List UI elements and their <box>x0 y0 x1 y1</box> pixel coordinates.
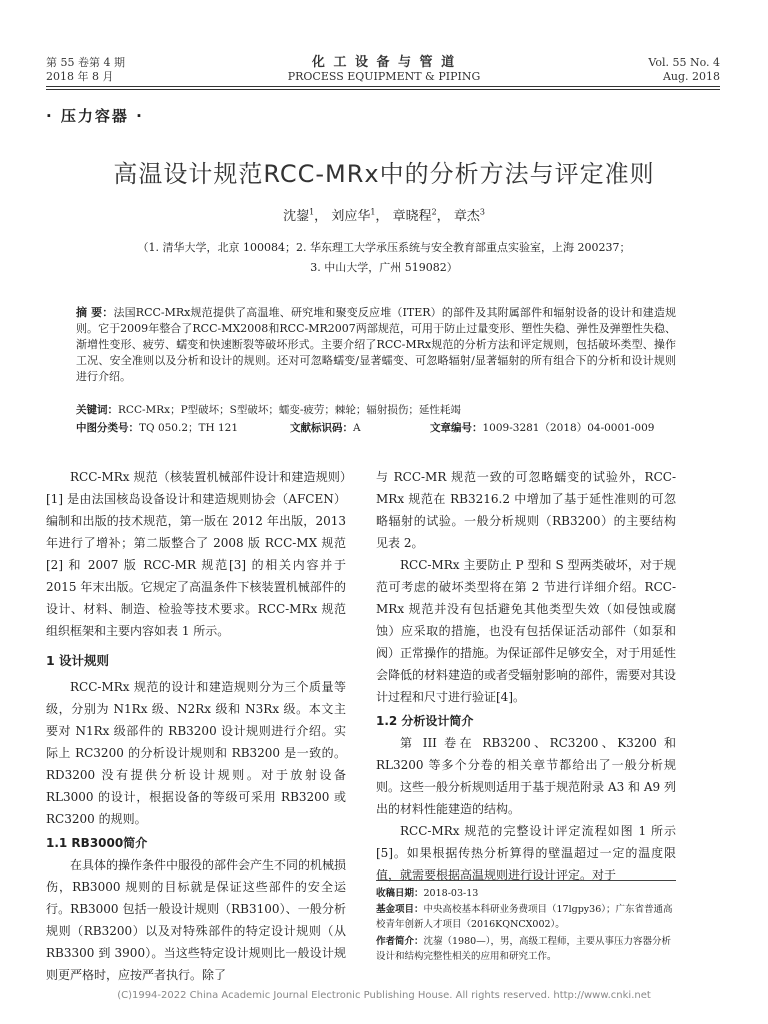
keywords-label: 关键词： <box>76 404 118 416</box>
header-date: 2018 年 8 月 <box>46 70 114 83</box>
header-vol-en: Vol. 55 No. 4 <box>648 56 720 69</box>
paragraph: 在具体的操作条件中服役的部件会产生不同的机械损伤，RB3000 规则的目标就是保证这些部件的安全运行。RB3000 包括一般设计规则（RB3100）、一般分析规则（RB3200）以及对特殊部件的特定设计规则（从 RB3300 到 3900）。当这些特定设计规则比一般设计规则更严格时，应按严者执行。除了 <box>46 858 347 982</box>
footnote-fund: 基金项目：中央高校基本科研业务费项目（17lgpy36）；广东省普通高校青年创新人才项目（2016KQNCX002）。 <box>376 904 673 930</box>
paragraph: RCC-MRx 规范的完整设计评定流程如图 1 所示[5]。如果根据传热分析算得的壁温超过一定的温度限值，就需要根据高温规则进行设计评定。对于 <box>376 824 676 882</box>
body-right-column <box>376 466 676 886</box>
footnote-rule <box>376 880 676 881</box>
copyright-footer: (C)1994-2022 China Academic Journal Electronic Publishing House. All rights reserved. http://www.cnki.net <box>117 990 651 1001</box>
clc-number: 中图分类号：TQ 050.2；TH 121 <box>76 422 239 434</box>
section-heading-1-2: 1.2 分析设计简介 <box>376 714 474 728</box>
paragraph: RCC-MRx 规范的设计和建造规则分为三个质量等级，分别为 N1Rx 级、N2Rx 级和 N3Rx 级。本文主要对 N1Rx 级部件的 RB3200 设计规则进行介绍。实际上 RC3200 的分析设计规则和 RB3200 是一致的。RD3200 没有提供分析设计规则。对于放射设备 RL3000 的设计，根据设备的等级可采用 RB3200 或 RC3200 的规则。 <box>46 680 346 826</box>
author: 沈鋆$^1$ <box>283 207 315 224</box>
abstract <box>76 305 676 385</box>
paragraph: 第 III 卷在 RB3200、RC3200、K3200 和 RL3200 等多个分卷的相关章节都给出了一般分析规则。这些一般分析规则适用于基于规范附录 A3 和 A9 列出的材料性能建造的结构。 <box>376 736 676 816</box>
author: 刘应华$^1$ <box>331 207 376 224</box>
footnote-author: 作者简介：沈鋆（1980—），男，高级工程师，主要从事压力容器分析设计和结构完整性相关的应用和研究工作。 <box>376 936 671 962</box>
affiliation-line-2: 3. 中山大学，广州 519082） <box>310 261 458 274</box>
section-heading-1: 1 设计规则 <box>46 653 110 668</box>
header-volume: 第 55 卷第 4 期 <box>46 56 125 69</box>
header-date-en: Aug. 2018 <box>662 70 720 83</box>
abstract-text: 法国RCC-MRx规范提供了高温堆、研究堆和聚变反应堆（ITER）的部件及其附属部件和辐射设备的设计和建造规则。它于2009年整合了RCC-MX2008和RCC-MR2007两部规范，可用于防止过量变形、塑性失稳、弹性及弹塑性失稳、渐增性变形、疲劳、蠕变和快速断裂等破坏形式。主要介绍了RCC-MRx规范的分析方法和评定规则，包括破坏类型、操作工况、安全准则以及分析和设计的规则。还对可忽略蠕变/显著蠕变、可忽略辐射/显著辐射的所有组合下的分析和设计规则进行介绍。 <box>76 306 676 383</box>
body-left-column <box>46 466 346 986</box>
affiliation-line-1: （1. 清华大学，北京 100084；2. 华东理工大学承压系统与安全教育部重点实验室，上海 200237； <box>137 241 631 254</box>
article-title: 高温设计规范RCC-MRx中的分析方法与评定准则 <box>113 160 655 188</box>
section-heading-1-1: 1.1 RB3000简介 <box>46 836 148 850</box>
journal-name-en: PROCESS EQUIPMENT & PIPING <box>287 70 481 83</box>
abstract-label: 摘 要： <box>76 306 114 319</box>
paragraph: RCC-MRx 规范（核装置机械部件设计和建造规则）[1] 是由法国核岛设备设计和建造规则协会（AFCEN）编制和出版的技术规范，第一版在 2012 年出版，2013 年进行了增补；第二版整合了 2008 版 RCC-MX 规范[2] 和 2007 版 RCC-MR 规范[3] 的相关内容并于 2015 年末出版。它规定了高温条件下核装置机械部件的设计、材料、制造、检验等技术要求。RCC-MRx 规范组织框架和主要内容如表 1 所示。 <box>46 470 346 638</box>
journal-name-cn: 化 工 设 备 与 管 道 <box>311 55 457 70</box>
author: 章晓程$^2$ <box>392 207 437 224</box>
paragraph: RCC-MRx 主要防止 P 型和 S 型两类破坏，对于规范可考虑的破坏类型将在第 2 节进行详细介绍。RCC-MRx 规范并没有包括避免其他类型失效（如侵蚀或腐蚀）应采取的措施，也没有包括保证活动部件（如泵和阀）正常操作的措施。为保证部件足够安全，对于用延性会降低的材料建造的或者受辐射影响的部件，需要对其设计过程和尺寸进行验证[4]。 <box>376 558 677 704</box>
author: 章杰$^3$ <box>453 207 485 224</box>
section-tag: · 压力容器 · <box>46 107 144 125</box>
header-rule-thin <box>46 89 720 90</box>
paragraph: 与 RCC-MR 规范一致的可忽略蠕变的试验外，RCC-MRx 规范在 RB3216.2 中增加了基于延性准则的可忽略辐射的试验。一般分析规则（RB3200）的主要结构见表 2。 <box>376 470 676 550</box>
author-list: 沈鋆$^1$， 刘应华$^1$， 章晓程$^2$， 章杰$^3$ <box>283 207 485 224</box>
keywords <box>76 402 461 417</box>
keywords-text: RCC-MRx；P型破坏；S型破坏；蠕变-疲劳；棘轮；辐射损伤；延性耗竭 <box>118 404 461 416</box>
footnote-received: 收稿日期：2018-03-13 <box>376 888 479 899</box>
document-code: 文献标识码：A <box>290 422 361 434</box>
header-rule <box>46 86 720 87</box>
header-right <box>648 56 720 84</box>
article-number: 文章编号：1009-3281（2018）04-0001-009 <box>430 422 655 434</box>
